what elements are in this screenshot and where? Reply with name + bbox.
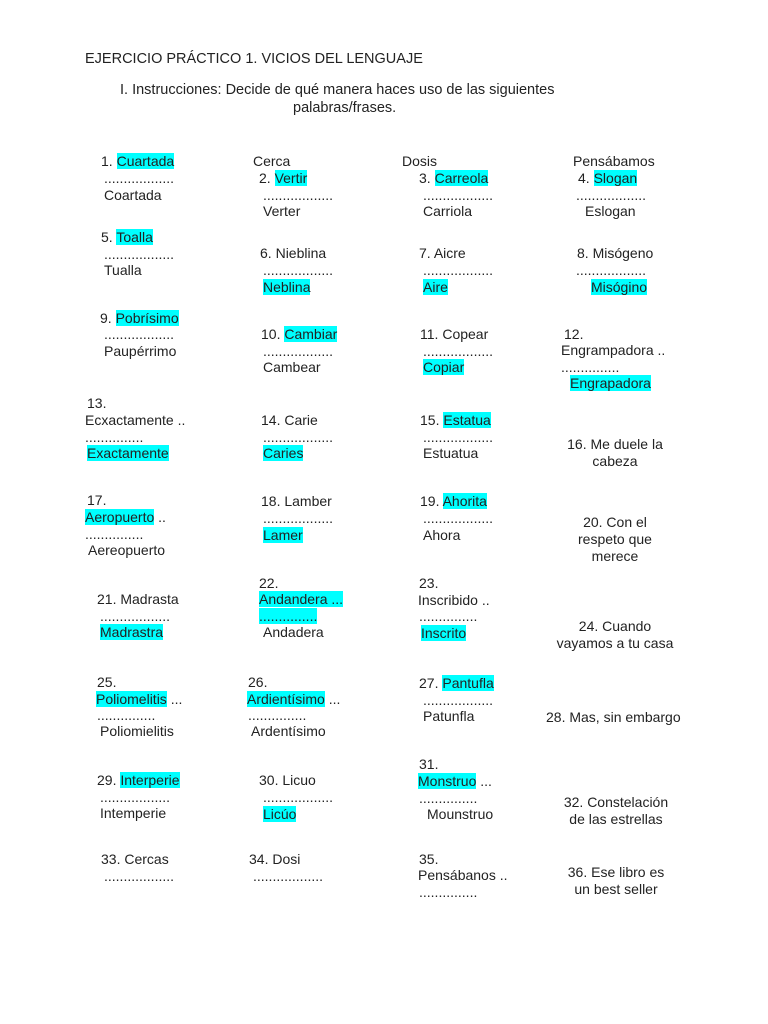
item-answer: Inscrito xyxy=(421,625,467,641)
item-answer: Carriola xyxy=(423,203,473,219)
answer-blank[interactable]: .................. xyxy=(104,246,175,262)
answer-blank[interactable]: .. xyxy=(657,342,666,358)
item-answer: Andadera xyxy=(263,624,324,640)
item-13 xyxy=(85,412,185,429)
phrase-line: un best seller xyxy=(574,881,658,897)
item-12 xyxy=(561,342,665,359)
item-word: Misógeno xyxy=(592,245,654,261)
item-34 xyxy=(249,851,300,868)
item-word: Toalla xyxy=(116,229,153,245)
item-word: Nieblina xyxy=(275,245,327,261)
item-answer: Mounstruo xyxy=(427,806,494,822)
phrase-line: 20. Con el xyxy=(583,514,647,530)
phrase-line: 36. Ese libro es xyxy=(567,864,665,880)
phrase-line: vayamos a tu casa xyxy=(556,635,674,651)
phrase-line: cabeza xyxy=(592,453,638,469)
item-5 xyxy=(101,229,153,246)
answer-blank[interactable]: ............... xyxy=(248,707,307,723)
phrase-line: 16. Me duele la xyxy=(567,436,663,452)
item-3 xyxy=(419,170,488,187)
item-number: 27. xyxy=(419,675,439,691)
item-word: Lamber xyxy=(284,493,332,509)
item-26 xyxy=(247,691,340,708)
item-answer: Lamer xyxy=(263,527,303,543)
item-answer: Aire xyxy=(423,279,448,295)
item-number: 6. xyxy=(260,245,272,261)
item-word: Vertir xyxy=(274,170,308,186)
header-word-pensabamos: Pensábamos xyxy=(573,153,655,169)
item-32 xyxy=(551,794,681,828)
answer-blank[interactable]: .................. xyxy=(263,262,334,278)
phrase-line: 24. Cuando xyxy=(578,618,652,634)
item-4 xyxy=(578,170,637,187)
worksheet-title: EJERCICIO PRÁCTICO 1. VICIOS DEL LENGUAJE xyxy=(85,51,423,67)
item-number: 18. xyxy=(261,493,281,509)
phrase-line: de las estrellas xyxy=(569,811,663,827)
answer-blank[interactable]: ... xyxy=(170,691,183,707)
answer-blank[interactable]: .................. xyxy=(104,170,175,186)
item-33 xyxy=(101,851,169,868)
item-answer: Estuatua xyxy=(423,445,479,461)
item-answer: Ardentísimo xyxy=(251,723,326,739)
answer-blank[interactable]: .................. xyxy=(423,343,494,359)
phrase-line: merece xyxy=(591,548,639,564)
item-31-number: 31. xyxy=(419,756,439,772)
answer-blank[interactable]: .................. xyxy=(423,187,494,203)
answer-blank[interactable]: .................. xyxy=(576,262,647,278)
phrase-line: 32. Constelación xyxy=(563,794,669,810)
answer-blank[interactable]: .................. xyxy=(423,510,494,526)
item-19 xyxy=(420,493,487,510)
item-24 xyxy=(545,618,685,652)
answer-blank[interactable]: .................. xyxy=(253,868,324,884)
answer-blank[interactable]: .................. xyxy=(263,343,334,359)
item-20 xyxy=(555,514,675,565)
item-number: 5. xyxy=(101,229,113,245)
item-21 xyxy=(97,591,179,608)
item-15 xyxy=(420,412,491,429)
item-word: Estatua xyxy=(443,412,491,428)
item-17 xyxy=(85,509,166,526)
answer-blank[interactable]: .................. xyxy=(263,429,334,445)
item-8 xyxy=(577,245,653,262)
item-26-number: 26. xyxy=(248,674,268,690)
item-number: 34. xyxy=(249,851,269,867)
item-10 xyxy=(261,326,337,343)
answer-blank[interactable]: .................. xyxy=(423,429,494,445)
item-18 xyxy=(261,493,332,510)
item-answer: Exactamente xyxy=(87,445,169,461)
item-word: Carreola xyxy=(434,170,489,186)
item-answer: Caries xyxy=(263,445,304,461)
item-answer: Paupérrimo xyxy=(104,343,177,359)
item-word: Copear xyxy=(442,326,489,342)
item-29 xyxy=(97,772,180,789)
item-12-number: 12. xyxy=(564,326,584,342)
item-answer: Madrastra xyxy=(100,624,164,640)
item-28: 28. Mas, sin embargo xyxy=(546,709,681,725)
item-answer: Copiar xyxy=(423,359,465,375)
item-22-number: 22. xyxy=(259,575,279,591)
item-1 xyxy=(101,153,174,170)
item-word: Madrasta xyxy=(120,591,179,607)
header-word-dosis: Dosis xyxy=(402,153,438,169)
item-answer: Neblina xyxy=(263,279,311,295)
item-word: Ecxactamente xyxy=(85,412,174,428)
answer-blank[interactable]: ... xyxy=(480,773,492,789)
item-word: Aicre xyxy=(433,245,466,261)
answer-blank[interactable]: ... xyxy=(328,691,341,707)
item-number: 3. xyxy=(419,170,431,186)
item-answer: Cambear xyxy=(263,359,321,375)
item-answer: Engrapadora xyxy=(570,375,651,391)
item-7 xyxy=(419,245,466,262)
item-word: Dosi xyxy=(272,851,301,867)
item-word: Slogan xyxy=(593,170,638,186)
item-word: Aeropuerto xyxy=(85,509,155,525)
item-27 xyxy=(419,675,494,692)
item-answer: Aereopuerto xyxy=(88,542,166,558)
item-number: 1. xyxy=(101,153,113,169)
item-word: Carie xyxy=(284,412,318,428)
item-23 xyxy=(418,592,490,609)
item-word: Ahorita xyxy=(442,493,487,509)
phrase-line: respeto que xyxy=(578,531,652,547)
item-2 xyxy=(259,170,307,187)
item-number: 10. xyxy=(261,326,281,342)
item-word: Engrampadora xyxy=(561,342,654,358)
answer-blank[interactable]: ............... xyxy=(419,884,478,900)
item-number: 8. xyxy=(577,245,589,261)
item-word: Pensábanos xyxy=(418,867,496,883)
item-35-number: 35. xyxy=(419,851,439,867)
item-word: Ardientísimo xyxy=(247,691,325,707)
answer-blank[interactable]: .. xyxy=(481,592,490,608)
instructions-line-1: I. Instrucciones: Decide de qué manera haces uso de las siguientes xyxy=(120,82,555,98)
item-17-number: 17. xyxy=(87,492,107,508)
item-word: Poliomelitis xyxy=(96,691,167,707)
item-number: 21. xyxy=(97,591,117,607)
item-answer: Verter xyxy=(263,203,301,219)
answer-blank[interactable]: ............... xyxy=(85,526,144,542)
item-word: Cambiar xyxy=(284,326,338,342)
item-answer: Coartada xyxy=(104,187,162,203)
item-number: 15. xyxy=(420,412,440,428)
answer-blank[interactable]: ............... xyxy=(85,429,144,445)
answer-blank[interactable]: .................. xyxy=(263,510,334,526)
instructions-line-2: palabras/frases. xyxy=(293,100,397,116)
item-25-number: 25. xyxy=(97,674,117,690)
item-word: Interperie xyxy=(120,772,180,788)
item-30 xyxy=(259,772,316,789)
answer-blank[interactable]: .. xyxy=(158,509,166,525)
item-23-number: 23. xyxy=(419,575,439,591)
answer-blank[interactable]: ............... xyxy=(419,790,478,806)
answer-blank[interactable]: .................. xyxy=(263,789,334,805)
item-11 xyxy=(420,326,488,343)
item-36 xyxy=(551,864,681,898)
item-number: 7. xyxy=(419,245,431,261)
item-13-number: 13. xyxy=(87,395,107,411)
item-word: Licuo xyxy=(282,772,316,788)
answer-blank[interactable]: .. xyxy=(499,867,508,883)
item-answer: Tualla xyxy=(104,262,142,278)
item-number: 30. xyxy=(259,772,279,788)
item-14 xyxy=(261,412,318,429)
answer-blank[interactable]: .................. xyxy=(104,868,175,884)
item-word: Cercas xyxy=(124,851,169,867)
answer-blank[interactable]: ............... xyxy=(259,608,318,624)
item-number: 4. xyxy=(578,170,590,186)
answer-blank[interactable]: ............... xyxy=(419,608,478,624)
item-16 xyxy=(555,436,675,470)
item-22: Andandera ... xyxy=(259,591,344,607)
item-number: 19. xyxy=(420,493,440,509)
item-35 xyxy=(418,867,508,884)
item-answer: Licúo xyxy=(263,806,297,822)
item-word: Pobrísimo xyxy=(115,310,179,326)
item-number: 29. xyxy=(97,772,117,788)
item-number: 2. xyxy=(259,170,271,186)
answer-blank[interactable]: .................. xyxy=(100,789,171,805)
item-6 xyxy=(260,245,326,262)
answer-blank[interactable]: .................. xyxy=(423,262,494,278)
item-answer: Eslogan xyxy=(585,203,636,219)
answer-blank[interactable]: ............... xyxy=(561,359,620,375)
item-25 xyxy=(96,691,182,708)
item-31 xyxy=(418,773,492,790)
item-word: Andandera xyxy=(259,591,328,607)
item-number: 14. xyxy=(261,412,281,428)
answer-blank[interactable]: .................. xyxy=(576,187,647,203)
item-word: Pantufla xyxy=(442,675,494,691)
item-number: 33. xyxy=(101,851,121,867)
item-answer: Patunfla xyxy=(423,708,475,724)
item-answer: Misógino xyxy=(591,279,648,295)
item-9 xyxy=(100,310,179,327)
answer-blank[interactable]: ............... xyxy=(97,707,156,723)
answer-blank[interactable]: .................. xyxy=(423,692,494,708)
item-answer: Intemperie xyxy=(100,805,167,821)
header-word-cerca: Cerca xyxy=(253,153,291,169)
answer-blank[interactable]: .................. xyxy=(100,608,171,624)
item-answer: Poliomielitis xyxy=(100,723,174,739)
answer-blank[interactable]: .. xyxy=(177,412,186,428)
item-answer: Ahora xyxy=(423,527,461,543)
item-word: Cuartada xyxy=(116,153,175,169)
item-number: 9. xyxy=(100,310,112,326)
answer-blank[interactable]: .................. xyxy=(104,326,175,342)
item-number: 11. xyxy=(420,326,439,342)
item-word: Inscribido xyxy=(418,592,478,608)
item-word: Monstruo xyxy=(418,773,477,789)
answer-blank[interactable]: .................. xyxy=(263,187,334,203)
